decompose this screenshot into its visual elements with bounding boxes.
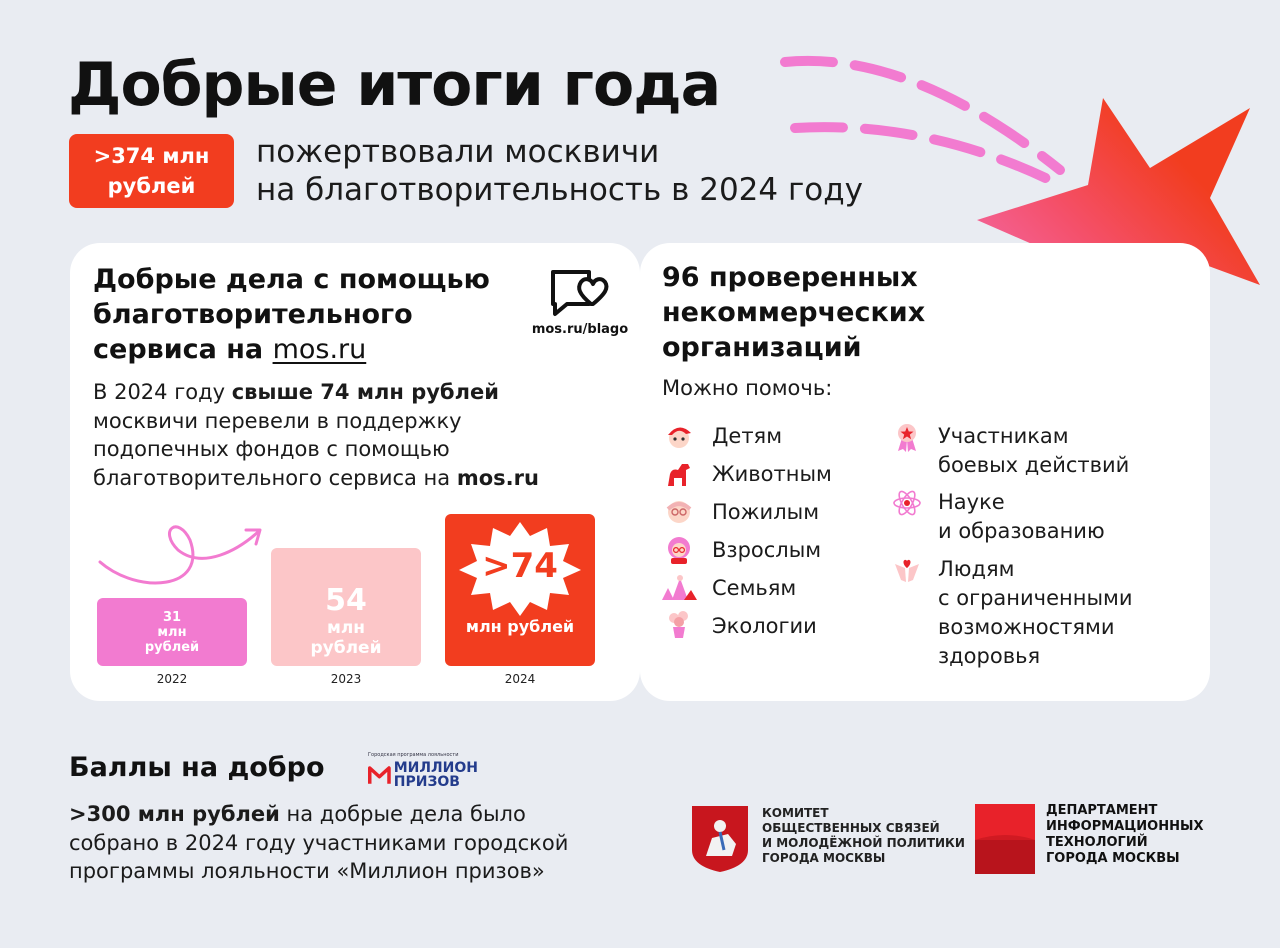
bar-unit: млн: [465, 617, 502, 636]
bar-unit: рублей: [144, 640, 200, 655]
chat-heart-icon: [549, 268, 611, 318]
help-item-label: Пожилым: [712, 500, 820, 524]
help-item-label: здоровья: [938, 644, 1041, 668]
mp-name-line: МИЛЛИОН: [393, 760, 478, 776]
bar-year-label: 2022: [156, 672, 188, 686]
org-dit-name: [1046, 803, 1203, 867]
family-icon: [658, 572, 698, 602]
help-item-adults: [712, 536, 821, 565]
text-part: благотворительного сервиса на: [93, 465, 457, 490]
text-bold: >300 млн рублей: [69, 802, 280, 826]
bar-unit: рублей: [310, 638, 382, 658]
title-line: организаций: [662, 332, 862, 363]
help-item-disabilities: [938, 555, 1133, 671]
help-item-ecology: [712, 612, 817, 641]
text-line: подопечных фондов с помощью: [93, 437, 450, 461]
help-item-label: Участникам: [938, 424, 1069, 448]
blago-description: [93, 378, 633, 492]
blago-card-title: [93, 262, 490, 367]
bar-year-label: 2024: [504, 672, 536, 686]
badge-amount: >374 млн: [93, 144, 210, 168]
title-line: благотворительного: [93, 299, 413, 330]
text-part: на добрые дела было: [279, 802, 526, 826]
org-committee-name: [762, 806, 965, 866]
org-name-line: ДЕПАРТАМЕНТ: [1046, 803, 1158, 818]
plant-icon: [664, 609, 694, 639]
help-item-label: Науке: [938, 490, 1005, 514]
hands-heart-icon: [892, 554, 922, 584]
text-line: собрано в 2024 году участниками городской: [69, 830, 569, 855]
bar-unit: млн: [157, 625, 187, 640]
text-line: программы лояльности «Миллион призов»: [69, 859, 545, 883]
bar-unit: рублей: [507, 617, 575, 636]
help-item-label: Людям: [938, 557, 1015, 581]
text-line: [69, 800, 568, 829]
bar-2023: [271, 548, 421, 666]
total-donations-badge: [69, 134, 234, 208]
million-prizes-logo[interactable]: [368, 752, 478, 792]
mos-ru-link[interactable]: mos.ru: [272, 334, 367, 365]
org-name-line: КОМИТЕТ: [762, 806, 829, 820]
help-item-label: с ограниченными: [938, 586, 1133, 610]
org-name-line: ОБЩЕСТВЕННЫХ СВЯЗЕЙ: [762, 821, 940, 835]
title-line: Добрые дела с помощью: [93, 264, 490, 295]
help-label: Можно помочь:: [662, 376, 833, 400]
medal-icon: [892, 422, 922, 452]
bar-unit: млн: [326, 618, 366, 638]
title-line: 96 проверенных: [662, 262, 918, 293]
help-item-label: Семьям: [712, 576, 797, 600]
text-line: [93, 464, 633, 493]
title-prefix: сервиса на: [93, 334, 273, 365]
badge-unit: рублей: [107, 174, 196, 198]
org-name-line: ИНФОРМАЦИОННЫХ: [1046, 819, 1204, 834]
help-item-label: Животным: [712, 462, 832, 486]
dog-icon: [664, 458, 694, 488]
text-bold: свыше 74 млн рублей: [231, 380, 499, 404]
help-item-children: [712, 422, 782, 451]
help-item-veterans: [938, 422, 1129, 480]
ngo-card-title: [662, 260, 925, 365]
text-bold: mos.ru: [456, 465, 539, 490]
mp-wordmark: [368, 761, 478, 789]
elderly-icon: [664, 497, 694, 527]
child-icon: [664, 421, 694, 451]
bar-value: 31: [162, 610, 182, 625]
mp-name: [394, 761, 478, 789]
mp-name-line: ПРИЗОВ: [393, 774, 460, 790]
help-item-families: [712, 574, 796, 603]
help-item-label: Детям: [712, 424, 783, 448]
title-line: некоммерческих: [662, 297, 926, 328]
bar-value-2024: >74: [482, 546, 558, 586]
bar-units-2024: [445, 617, 595, 636]
mp-tagline: Городская программа лояльности: [368, 752, 459, 758]
atom-icon: [892, 488, 922, 518]
help-item-label: Взрослым: [712, 538, 822, 562]
mp-m-icon: [368, 763, 391, 787]
bar-value: 54: [325, 583, 367, 618]
dit-logo-icon: [975, 804, 1035, 874]
text-part: В 2024 году: [93, 380, 232, 404]
org-name-line: ТЕХНОЛОГИЙ: [1046, 835, 1148, 850]
text-line: москвичи перевели в поддержку: [93, 408, 462, 433]
bar-2022: [97, 598, 247, 666]
growth-arrow-icon: [98, 510, 268, 590]
logo-caption: mos.ru/blago: [531, 322, 629, 337]
headline-line: пожертвовали москвичи: [256, 134, 660, 170]
help-item-elderly: [712, 498, 819, 527]
help-item-label: Экологии: [712, 614, 817, 638]
org-name-line: ГОРОДА МОСКВЫ: [762, 851, 886, 865]
text-line: [93, 378, 633, 407]
balls-title: Баллы на добро: [69, 752, 325, 783]
title-line: [93, 332, 490, 367]
help-item-animals: [712, 460, 832, 489]
moscow-coat-of-arms-icon: [690, 804, 750, 874]
balls-description: [69, 800, 568, 886]
headline-text: [256, 133, 863, 209]
mos-blago-logo[interactable]: [530, 268, 630, 344]
help-item-label: возможностями: [938, 615, 1115, 639]
headline-line: на благотворительность в 2024 году: [256, 172, 863, 208]
bar-year-label: 2023: [330, 672, 362, 686]
page-title: Добрые итоги года: [68, 50, 721, 120]
help-item-label: боевых действий: [938, 453, 1130, 477]
help-item-label: и образованию: [938, 519, 1105, 543]
help-item-science: [938, 488, 1105, 546]
org-name-line: ГОРОДА МОСКВЫ: [1046, 851, 1180, 866]
adult-icon: [664, 534, 694, 564]
org-name-line: И МОЛОДЁЖНОЙ ПОЛИТИКИ: [762, 836, 965, 850]
